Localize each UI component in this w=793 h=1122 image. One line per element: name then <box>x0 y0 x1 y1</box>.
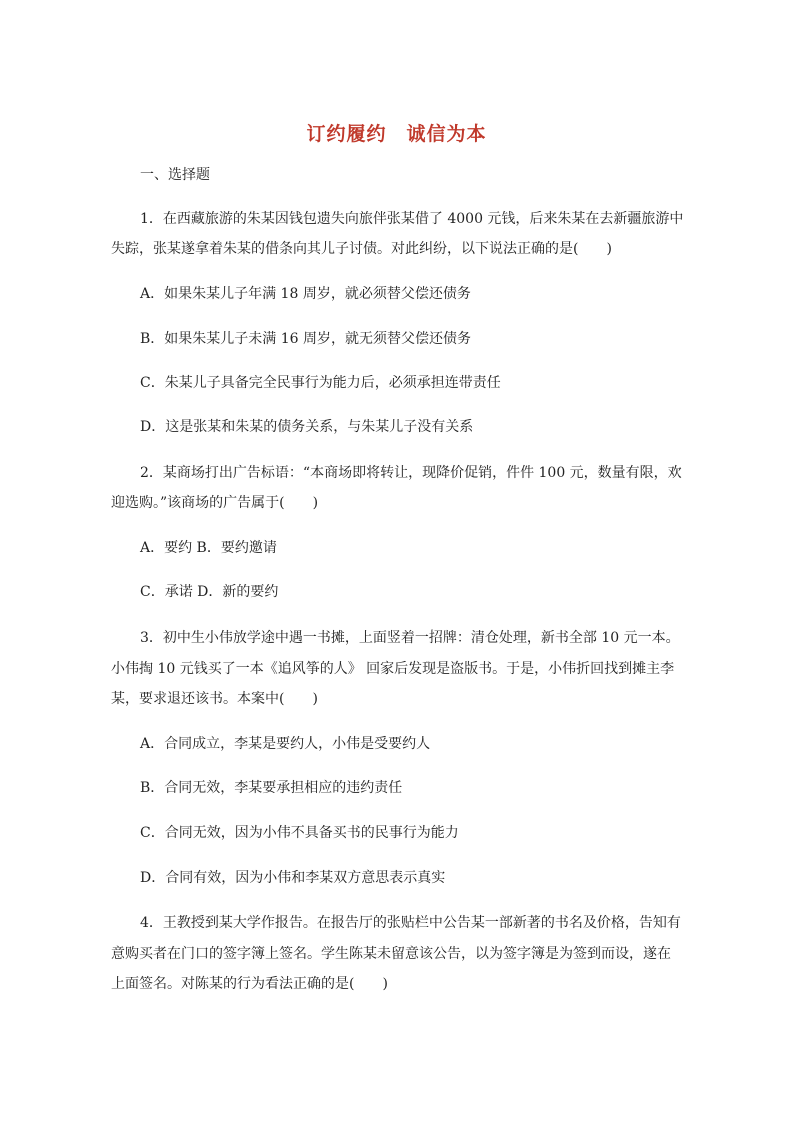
question-1-line-2: 失踪，张某遂拿着朱某的借条向其儿子讨债。对此纠纷，以下说法正确的是( ) <box>111 241 612 257</box>
question-1-option-b: B．如果朱某儿子未满 16 周岁，就无须替父偿还债务 <box>140 331 472 347</box>
section-heading: 一、选择题 <box>140 167 210 183</box>
page-title: 订约履约 诚信为本 <box>306 123 487 145</box>
question-3-option-c: C．合同无效，因为小伟不具备买书的民事行为能力 <box>140 825 459 841</box>
question-4-line-2: 意购买者在门口的签字簿上签名。学生陈某未留意该公告，以为签字簿是为签到而设，遂在 <box>111 946 671 962</box>
question-3-option-d: D．合同有效，因为小伟和李某双方意思表示真实 <box>140 870 446 886</box>
question-2-line-2: 迎选购。”该商场的广告属于( ) <box>111 495 319 511</box>
question-4-line-1: 4．王教授到某大学作报告。在报告厅的张贴栏中公告某一部新著的书名及价格，告知有 <box>140 915 681 931</box>
question-2-option-ab: A．要约 B．要约邀请 <box>140 540 277 556</box>
question-4-line-3: 上面签名。对陈某的行为看法正确的是( ) <box>111 976 388 992</box>
question-3-line-3: 某，要求退还该书。本案中( ) <box>111 691 318 707</box>
question-2-line-1: 2．某商场打出广告标语：“本商场即将转让，现降价促销，件件 100 元，数量有限，欢 <box>140 465 682 481</box>
question-1-option-a: A．如果朱某儿子年满 18 周岁，就必须替父偿还债务 <box>140 286 471 302</box>
question-1-line-1: 1．在西藏旅游的朱某因钱包遗失向旅伴张某借了 4000 元钱，后来朱某在去新疆旅游中 <box>140 211 684 227</box>
question-3-option-a: A．合同成立，李某是要约人，小伟是受要约人 <box>140 736 431 752</box>
question-3-option-b: B．合同无效，李某要承担相应的违约责任 <box>140 780 403 796</box>
question-3-line-2: 小伟掏 10 元钱买了一本《追风筝的人》 回家后发现是盗版书。于是，小伟折回找到摊主李 <box>111 661 675 677</box>
question-1-option-d: D．这是张某和朱某的债务关系，与朱某儿子没有关系 <box>140 419 474 435</box>
question-1-option-c: C．朱某儿子具备完全民事行为能力后，必须承担连带责任 <box>140 375 501 391</box>
question-3-line-1: 3．初中生小伟放学途中遇一书摊，上面竖着一招牌：清仓处理，新书全部 10 元一本。 <box>140 630 680 646</box>
question-2-option-cd: C．承诺 D．新的要约 <box>140 584 279 600</box>
